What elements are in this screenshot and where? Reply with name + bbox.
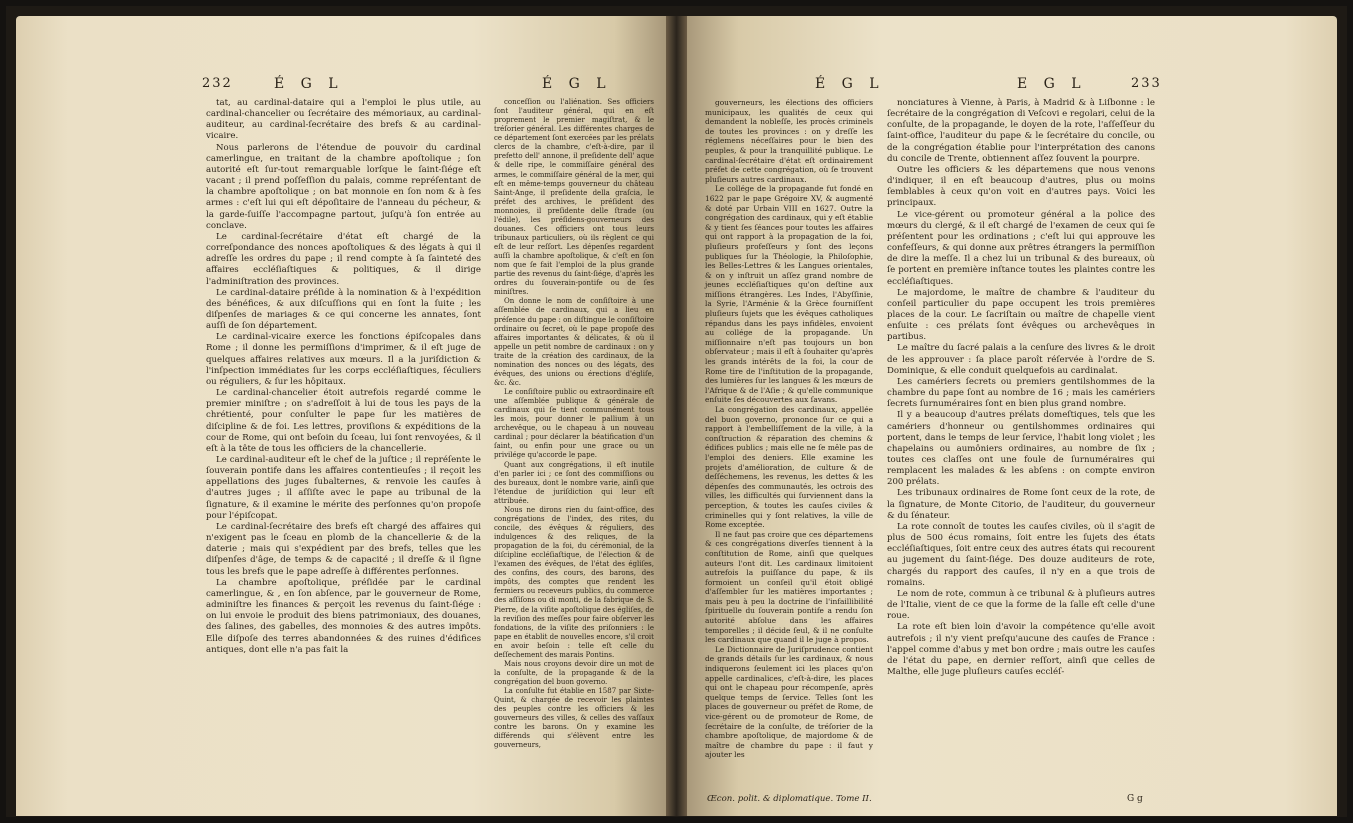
paragraph: Le cardinal-dataire préſide à la nomination & à l'expédition des bénéfices, & aux diſcuſſions qui en ſont la ſuite ; les diſpenſes de mariages & ce qui concerne les annates, ſont auſſi de ſon département.	[206, 287, 481, 332]
paragraph: Le cardinal-auditeur eſt le chef de la juſtice ; il repréſente le ſouverain pontife dans les affaires contentieuſes ; il reçoit les appellations des juges ſubalternes, & renvoie les cauſes à d'autres juges ; il aſſiſte avec le pape au tribunal de la ſignature, & il examine le mérite des perſonnes qu'on propoſe pour l'épiſcopat.	[206, 455, 481, 521]
page-footer: Œcon. polit. & diplomatique. Tome II.	[707, 794, 872, 804]
paragraph: Outre les officiers & les départemens que nous venons d'indiquer, il en eſt beaucoup d'autres, plus ou moins ſemblables à ceux qu'on voit en d'autres pays. Voici les principaux.	[887, 164, 1155, 209]
paragraph: Il y a beaucoup d'autres prélats domeſtiques, tels que les camériers d'honneur ou gentilshommes ordinaires qui portent, dans le temps de leur ſervice, l'habit long violet ; les chapelains ou aumôniers ordinaires, au nombre de ſix ; toutes ces claſſes ont une foule de ſurnuméraires qui remplacent les malades & les abſens : on compte environ 200 prélats.	[887, 410, 1155, 488]
paragraph: Les tribunaux ordinaires de Rome ſont ceux de la rote, de la ſignature, de Monte Citorio, de l'auditeur, du gouverneur & du ſénateur.	[887, 488, 1155, 521]
left-page-column-1	[206, 98, 481, 656]
paragraph: La rote eſt bien loin d'avoir la compétence qu'elle avoit autrefois ; il n'y vient preſqu'aucune des cauſes de France : l'appel comme d'abus y met bon ordre ; mais outre les cauſes de l'état du pape, en dernier reſſort, ainſi que celles de Malthe, elle juge pluſieurs cauſes eccléſ-	[887, 622, 1155, 677]
paragraph: La congrégation des cardinaux, appellée del buon governo, prononce ſur ce qui a rapport à l'embelliſſement de la ville, à la conſtruction & réparation des chemins & édifices publics ; mais elle ne ſe mêle pas de l'emploi des deniers. Elle examine les projets d'amélioration, de culture & de deſſéchemens, les revenus, les dettes & les dépenſes des communautés, les octrois des villes, les difficultés qui ſurviennent dans la perception, & toutes les cauſes civiles & criminelles qui y ſont relatives, la ville de Rome exceptée.	[705, 405, 873, 530]
paragraph: Nous parlerons de l'étendue de pouvoir du cardinal camerlingue, en traitant de la chambre apoſtolique ; ſon autorité eſt ſur-tout remarquable lorſque le ſaint-ſiége eſt vacant ; il prend poſſeſſion du palais, comme repréſentant de la chambre apoſtolique ; on bat monnoie en ſon nom & à ſes armes : c'eſt lui qui eſt dépoſitaire de l'anneau du pécheur, & la garde-ſuiſſe l'accompagne partout, juſqu'à ſon entrée au conclave.	[206, 142, 481, 231]
left-page-header	[16, 76, 666, 96]
paragraph: Les camériers ſecrets ou premiers gentilshommes de la chambre du pape ſont au nombre de 16 ; mais les camériers ſecrets ſurnuméraires ſont en bien plus grand nombre.	[887, 376, 1155, 410]
right-page	[687, 16, 1337, 816]
paragraph: tat, au cardinal-dataire qui a l'emploi le plus utile, au cardinal-chancelier ou ſecrétaire des mémoriaux, au cardinal-auditeur, au cardinal-ſecrétaire des brefs & au cardinal-vicaire.	[206, 98, 481, 142]
paragraph: Le Dictionnaire de Juriſprudence contient de grands détails ſur les cardinaux, & nous indiquerons ſeulement ici les places qu'on appelle cardinalices, c'eſt-à-dire, les places qui ont le chapeau pour récompenſe, après quelque temps de ſervice. Telles ſont les places de gouverneur ou préfet de Rome, de vice-gérent ou de promoteur de Rome, de ſecrétaire de la conſulte, de tréſorier de la chambre apoſtolique, de majordome & de maître de chambre du pape : il faut y ajouter les	[705, 644, 873, 760]
running-head: É G L	[815, 76, 885, 92]
paragraph: Le vice-gérent ou promoteur général a la police des mœurs du clergé, & il eſt chargé de l'examen de ceux qui ſe préſentent pour les ordinations ; c'eſt lui qui approuve les confeſſeurs, & qui donne aux prêtres étrangers la permiſſion de dire la meſſe. Il a chez lui un tribunal & des bureaux, où ſe portent en première inſtance toutes les plaintes contre les eccléſiaſtiques.	[887, 209, 1155, 287]
paragraph: La chambre apoſtolique, préſidée par le cardinal camerlingue, & , en ſon abſence, par le gouverneur de Rome, adminiſtre les finances & perçoit les revenus du ſaint-ſiége : on lui envoie le produit des biens patrimoniaux, des douanes, des ſalines, des gabelles, des monnoies & des autres impôts. Elle diſpoſe des terres abandonnées & des ruines d'édifices antiques, dont elle n'a pas fait la	[206, 577, 481, 655]
paragraph: Le cardinal-ſecrétaire des brefs eſt chargé des affaires qui n'exigent pas le ſceau en plomb de la chancellerie & de la daterie ; mais qui s'expédient par des brefs, telles que les diſpenſes d'âge, de temps & de capacité ; il dreſſe & il ſigne tous les brefs que le pape adreſſe à différentes perſonnes.	[206, 521, 481, 577]
paragraph: Il ne faut pas croire que ces départemens & ces congrégations diverſes tiennent à la conſtitution de Rome, ainſi que quelques auteurs l'ont dit. Les cardinaux limitoient autrefois la puiſſance du pape, & ils formoient un conſeil qu'il étoit obligé d'aſſembler ſur les matières importantes ; mais peu à peu la doctrine de l'infaillibilité ſpirituelle du ſouverain pontife a rendu ſon autorité abſolue dans les affaires temporelles ; il décide ſeul, & il ne conſulte les cardinaux que quand il le juge à propos.	[705, 529, 873, 645]
paragraph: conceſſion ou l'aliénation. Ses officiers ſont l'auditeur général, qui en eſt proprement le premier magiſtrat, & le tréſorier général. Les différentes charges de ce département ſont exercées par les prélats clercs de la chambre, c'eſt-à-dire, par il prefetto dell' annone, il preſidente dell' aque & delle ripe, le commiſſaire général des armes, le commiſſaire général de la mer, qui eſt en même-temps gouverneur du château Saint-Ange, il preſidente della graſcia, le préfet des archives, le préſident des monnoies, il preſidente delle ſtrade (ou l'édile), les préſidens-gouverneurs des douanes. Ces officiers ont tous leurs tribunaux particuliers, où ils règlent ce qui eſt de leur reſſort. Les dépenſes regardent auſſi la chambre apoſtolique, & c'eſt en ſon nom que ſe fait l'emploi de la plus grande partie des revenus du ſaint-ſiége, d'après les ordres du ſouverain-pontife ou de ſes miniſtres.	[494, 98, 654, 297]
paragraph: On donne le nom de conſiſtoire à une aſſemblée de cardinaux, qui a lieu en préſence du pape : on diſtingue le conſiſtoire ordinaire ou ſecret, où le pape propoſe des affaires importantes & délicates, & où il appelle un petit nombre de cardinaux : on y traite de la création des cardinaux, de la nomination des nonces ou des légats, des évêques, des unions ou érections d'égliſe, &c. &c.	[494, 297, 654, 387]
left-page-column-2	[494, 98, 654, 751]
running-head: É G L	[542, 76, 612, 92]
paragraph: nonciatures à Vienne, à Paris, à Madrid & à Liſbonne : le ſecrétaire de la congrégation di Veſcovi e regolari, celui de la conſulte, de la propagande, le doyen de la rote, l'aſſeſſeur du ſaint-office, l'auditeur du pape & le ſecrétaire du concile, ou de la congrégation établie pour l'interprétation des canons du concile de Trente, obtiennent aſſez ſouvent la pourpre.	[887, 98, 1155, 164]
right-page-header	[687, 76, 1337, 96]
right-page-column-1	[705, 98, 873, 760]
paragraph: Le cardinal-chancelier étoit autrefois regardé comme le premier miniſtre ; on s'adreſſoit à lui de tous les pays de la chrétienté, pour conſulter le pape ſur les matières de diſcipline & de foi. Les lettres, proviſions & expéditions de la cour de Rome, qui ont beſoin du ſceau, lui ſont renvoyées, & il eſt à la tête de tous les officiers de la chancellerie.	[206, 388, 481, 454]
paragraph: Mais nous croyons devoir dire un mot de la conſulte, de la propagande & de la congrégation del buon governo.	[494, 659, 654, 686]
paragraph: La rote connoît de toutes les cauſes civiles, où il s'agit de plus de 500 écus romains, ſoit entre les ſujets des états eccléſiaſtiques, ſoit entre ceux des autres états qui recourent au jugement du ſaint-ſiége. Des douze auditeurs de rote, chargés du rapport des cauſes, il n'y en a que trois de romains.	[887, 521, 1155, 588]
paragraph: Nous ne dirons rien du ſaint-office, des congrégations de l'index, des rites, du concile, des évêques & réguliers, des indulgences & des reliques, de la propagation de la foi, du cérémonial, de la diſcipline eccléſiaſtique, de l'élection & de l'examen des évêques, de l'état des égliſes, des confins, des cours, des barons, des impôts, des comptes que rendent les fermiers ou receveurs publics, du commerce des aſſiſons ou di monti, de la fabrique de S. Pierre, de la viſite apoſtolique des égliſes, de la reviſion des meſſes pour faire obſerver les fondations, de la viſite des priſonniers : le pape en établit de nouvelles encore, s'il croit en avoir beſoin : telle eſt celle du deſſechement des marais Pontins.	[494, 505, 654, 659]
running-head: É G L	[274, 76, 344, 92]
paragraph: Le majordome, le maître de chambre & l'auditeur du conſeil particulier du pape occupent les trois premières places de la cour. Le ſacriſtain ou maître de chapelle vient enſuite : ces prélats ſont évêques ou archevêques in partibus.	[887, 287, 1155, 343]
paragraph: La conſulte fut établie en 1587 par Sixte-Quint, & chargée de recevoir les plaintes des peuples contre les officiers & les gouverneurs des villes, & celles des vaſſaux contre les barons. On y examine les différends qui s'élèvent entre les gouverneurs,	[494, 687, 654, 750]
book-spread	[6, 6, 1347, 817]
paragraph: Le cardinal-ſecrétaire d'état eſt chargé de la correſpondance des nonces apoſtoliques & des légats à qui il adreſſe les ordres du pape ; il rend compte à ſa ſainteté des affaires eccléſiaſtiques & politiques, & il dirige l'adminiſtration des provinces.	[206, 231, 481, 287]
left-page	[16, 16, 666, 816]
paragraph: gouverneurs, les élections des officiers municipaux, les qualités de ceux qui demandent la nobleſſe, les procès criminels de toutes les provinces : on y dreſſe les réglemens néceſſaires pour le bien des peuples, & pour la tranquillité publique. Le cardinal-ſecrétaire d'état eſt ordinairement préfet de cette congrégation, où ſe trouvent pluſieurs autres cardinaux.	[705, 98, 873, 184]
page-number: 232	[202, 76, 233, 91]
paragraph: Le maître du ſacré palais a la cenſure des livres & le droit de les approuver : ſa place paroît réſervée à l'ordre de S. Dominique, & elle conduit quelquefois au cardinalat.	[887, 343, 1155, 376]
paragraph: Quant aux congrégations, il eſt inutile d'en parler ici ; ce ſont des commiſſions ou des bureaux, dont le nombre varie, ainſi que l'étendue de juriſdiction qui leur eſt attribuée.	[494, 460, 654, 505]
signature-mark: G g	[1127, 794, 1143, 804]
running-head: E G L	[1017, 76, 1087, 92]
paragraph: Le nom de rote, commun à ce tribunal & à pluſieurs autres de l'Italie, vient de ce que la forme de la ſalle eſt celle d'une roue.	[887, 588, 1155, 622]
paragraph: Le collége de la propagande fut fondé en 1622 par le pape Grégoire XV, & augmenté & doté par Urbain VIII en 1627. Outre la congrégation des cardinaux, qui y eſt établie & y tient ſes ſéances pour toutes les affaires qui ont rapport à la propagation de la foi, pluſieurs profeſſeurs y ſont des leçons publiques ſur la Théologie, la Philoſophie, les Belles-Lettres & les Langues orientales, & on y inſtruit un aſſez grand nombre de jeunes eccléſiaſtiques qu'on deſtine aux miſſions étrangères. Les Indes, l'Abyſſinie, la Syrie, l'Arménie & la Grèce fourniſſent pluſieurs ſujets que les évêques catholiques répandus dans les pays infidèles, envoient au collége de la propagande. Un miſſionnaire n'eſt pas toujours un bon obſervateur ; mais il eſt à ſouhaiter qu'après les grands intérêts de la foi, la cour de Rome tire de l'inſtitution de la propagande, des lumières ſur les langues & les mœurs de l'Afrique & de l'Aſie ; & qu'elle communique enſuite ſes découvertes aux ſavans.	[705, 184, 873, 405]
page-number: 233	[1131, 76, 1162, 91]
paragraph: Le cardinal-vicaire exerce les fonctions épiſcopales dans Rome ; il donne les permiſſions d'imprimer, & il eſt juge de quelques affaires relatives aux mœurs. Il a la juriſdiction & l'inſpection immédiates ſur les corps eccléſiaſtiques, ſéculiers ou réguliers, & ſur les hôpitaux.	[206, 332, 481, 387]
book-gutter	[666, 16, 687, 816]
paragraph: Le conſiſtoire public ou extraordinaire eſt une aſſemblée publique & générale de cardinaux qui ſe tient communément tous les mois, pour donner le pallium à un archevêque, ou le chapeau à un nouveau cardinal ; pour déclarer la béatification d'un ſaint, ou enfin pour une grace ou un privilége qu'accorde le pape.	[494, 388, 654, 460]
right-page-column-2	[887, 98, 1155, 678]
